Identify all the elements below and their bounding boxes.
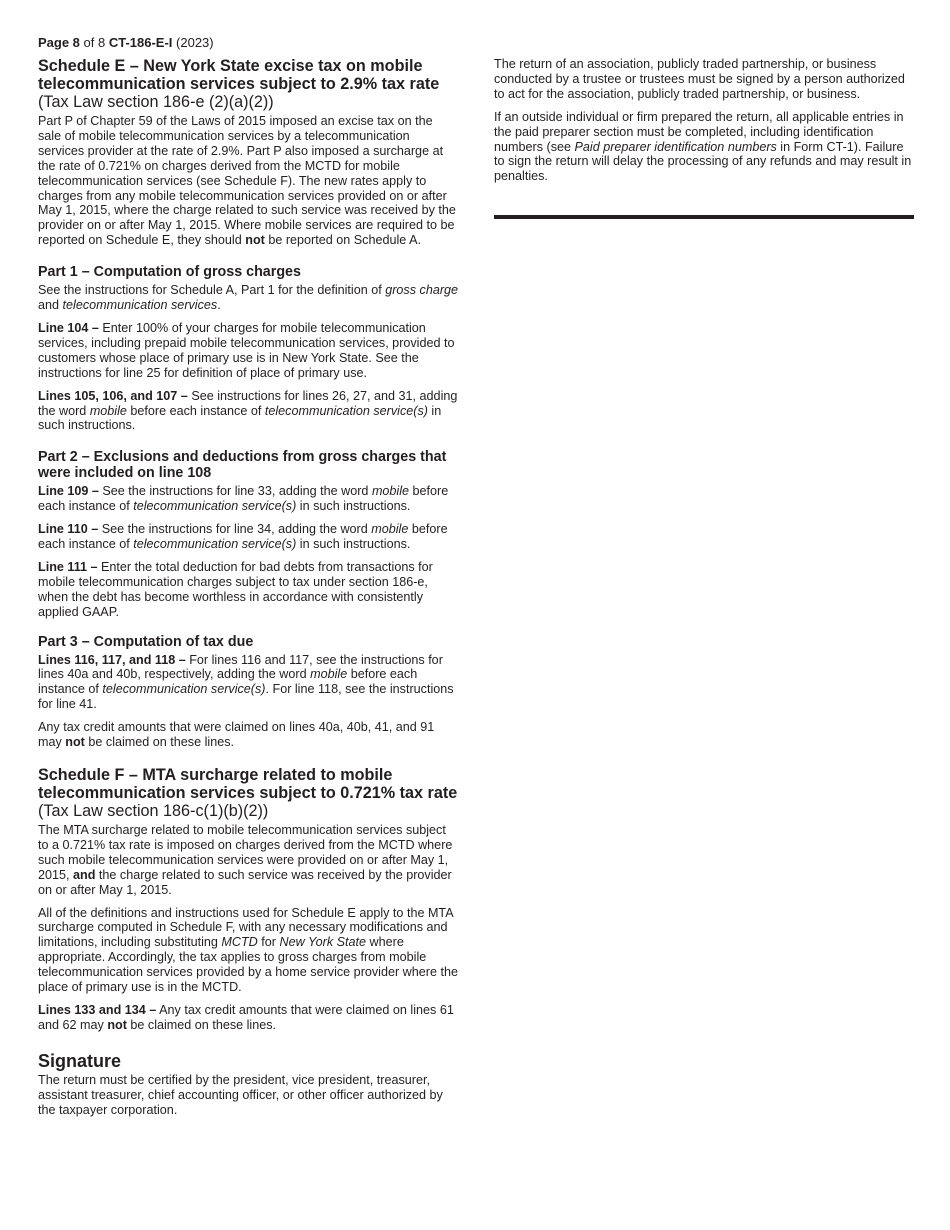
end-rule [494,215,914,219]
schedule-f-title: Schedule F – MTA surcharge related to mobile telecommunication services subject to 0.721% tax rate [38,766,458,802]
line-109-instruction [38,484,459,514]
page-total: of 8 [79,35,109,50]
intro-emphasis: not [245,233,265,248]
right-column [494,57,914,219]
term: mobile [310,667,348,682]
term: telecommunication service(s) [102,682,266,697]
line-label: Lines 105, 106, and 107 – [38,388,188,403]
line-label: Lines 116, 117, and 118 – [38,652,186,667]
term: mobile [371,484,410,499]
text: be claimed on these lines. [126,1017,277,1032]
term: gross charge [385,283,459,298]
text: in Form CT-1). Failure to sign the return will delay the processing of any refunds and may result in penalties. [494,139,912,184]
text: All of the definitions and instructions used for Schedule E apply to the MTA surcharge computed in Schedule F, with any necessary modifications and limitations, including substituting [38,905,453,950]
text: See instructions for lines 26, 27, and 31, adding the word [38,388,458,418]
part3-heading: Part 3 – Computation of tax due [38,633,254,650]
text: . For line 118, see the instructions for line 41. [38,682,454,712]
term: MCTD [221,935,258,950]
line-label: Line 110 – [38,522,99,537]
page-number: Page 8 [38,35,80,50]
signature-heading: Signature [38,1050,122,1071]
left-column [38,57,459,1126]
schedule-f-heading [38,766,459,820]
text: the charge related to such service was received by the provider on or after May 1, 2015. [38,867,452,897]
schedule-f-subtitle: (Tax Law section 186-c(1)(b)(2)) [38,802,269,820]
line-label: Line 109 – [38,484,99,499]
schedule-e-subtitle: (Tax Law section 186-e (2)(a)(2)) [38,93,274,111]
emphasis: not [65,735,85,750]
line-104-instruction [38,321,459,381]
text: for [257,935,280,950]
line-label: Line 104 – [38,320,99,335]
lines-116-118-instruction [38,653,459,713]
line-111-instruction [38,560,459,620]
emphasis: not [107,1017,127,1032]
schedule-e-title: Schedule E – New York State excise tax on mobile telecommunication services subject to 2.9% tax rate [38,57,440,93]
term: telecommunication service(s) [133,499,297,514]
lines-133-134-instruction [38,1003,459,1033]
text: Any tax credit amounts that were claimed on lines 61 and 62 may [38,1002,454,1032]
term: telecommunication services [62,298,218,313]
text: be claimed on these lines. [84,735,235,750]
page-header [38,35,214,51]
text: before each instance of [38,667,418,697]
part2-heading: Part 2 – Exclusions and deductions from gross charges that were included on line 108 [38,449,447,482]
text: If an outside individual or firm prepared the return, all applicable entries in the paid preparer section must be completed, including identification numbers (see [494,109,904,154]
text: The MTA surcharge related to mobile telecommunication services subject to a 0.721% tax rate is imposed on charges derived from the MCTD where such mobile telecommunication services were provided on or after May 1, 2015, [38,823,453,882]
text: Enter 100% of your charges for mobile telecommunication services, including prepaid mobile telecommunication services, provided to customers whose place of primary use is in New York State. See the instructions for line 25 for definition of place of primary use. [38,320,455,380]
schedule-e-intro [38,114,459,248]
term: New York State [279,935,367,950]
line-label: Lines 133 and 134 – [38,1002,157,1017]
schedule-f-intro [38,823,459,898]
text: before each instance of [38,522,448,552]
text: See the instructions for line 34, adding the word [98,522,372,537]
credit-note [38,720,459,750]
term: mobile [371,522,409,537]
text: in such instructions. [38,403,442,433]
emphasis: and [73,867,96,882]
signature-association: The return of an association, publicly traded partnership, or business conducted by a trustee or trustees must be signed by a person authorized to act for the association, publicly traded partnership, or business. [494,57,905,101]
text: Any tax credit amounts that were claimed on lines 40a, 40b, 41, and 91 may [38,720,435,750]
text: For lines 116 and 117, see the instructions for lines 40a and 40b, respectively, adding the word [38,652,443,682]
schedule-f-definitions [38,906,459,995]
text: See the instructions for Schedule A, Part 1 for the definition of [38,283,386,298]
part1-definition [38,283,459,313]
term: Paid preparer identification numbers [574,139,777,154]
text: where appropriate. Accordingly, the tax applies to gross charges from mobile telecommunication services provided by a home service provider where the place of primary use is in the MCTD. [38,935,458,995]
part1-heading: Part 1 – Computation of gross charges [38,264,301,281]
line-label: Line 111 – [38,559,98,574]
text: in such instructions. [296,537,411,552]
term: telecommunication service(s) [264,403,428,418]
schedule-e-heading [38,57,459,111]
text: before each instance of [38,484,449,514]
form-id: CT-186-E-I [108,35,173,50]
intro-text-end: be reported on Schedule A. [264,233,421,248]
text: in such instructions. [296,499,411,514]
text: Enter the total deduction for bad debts from transactions for mobile telecommunication charges subject to tax under section 186-e, when the debt has become worthless in accordance with consistently applied GAAP. [38,559,433,619]
signature-paid-preparer [494,110,914,185]
text: . [217,298,221,313]
text: before each instance of [126,403,265,418]
term: mobile [89,403,127,418]
form-year: (2023) [172,35,214,50]
signature-certification: The return must be certified by the president, vice president, treasurer, assistant treasurer, chief accounting officer, or other officer authorized by the taxpayer corporation. [38,1072,443,1117]
intro-text: Part P of Chapter 59 of the Laws of 2015 imposed an excise tax on the sale of mobile telecommunication services by a telecommunication services provider at the rate of 2.9%. Part P also imposed a surcharge at the rate of 0.721% on charges derived from the MCTD for mobile telecommunication services (see Schedule F). The new rates apply to charges from any mobile telecommunication services provided on or after May 1, 2015, where the charge related to such service was received by the provider on or after May 1, 2015. Where mobile services are required to be reported on Schedule E, they should [38,114,456,248]
lines-105-107-instruction [38,389,459,434]
term: telecommunication service(s) [133,537,297,552]
text: and [38,298,63,313]
text: See the instructions for line 33, adding the word [98,484,372,499]
line-110-instruction [38,522,459,552]
